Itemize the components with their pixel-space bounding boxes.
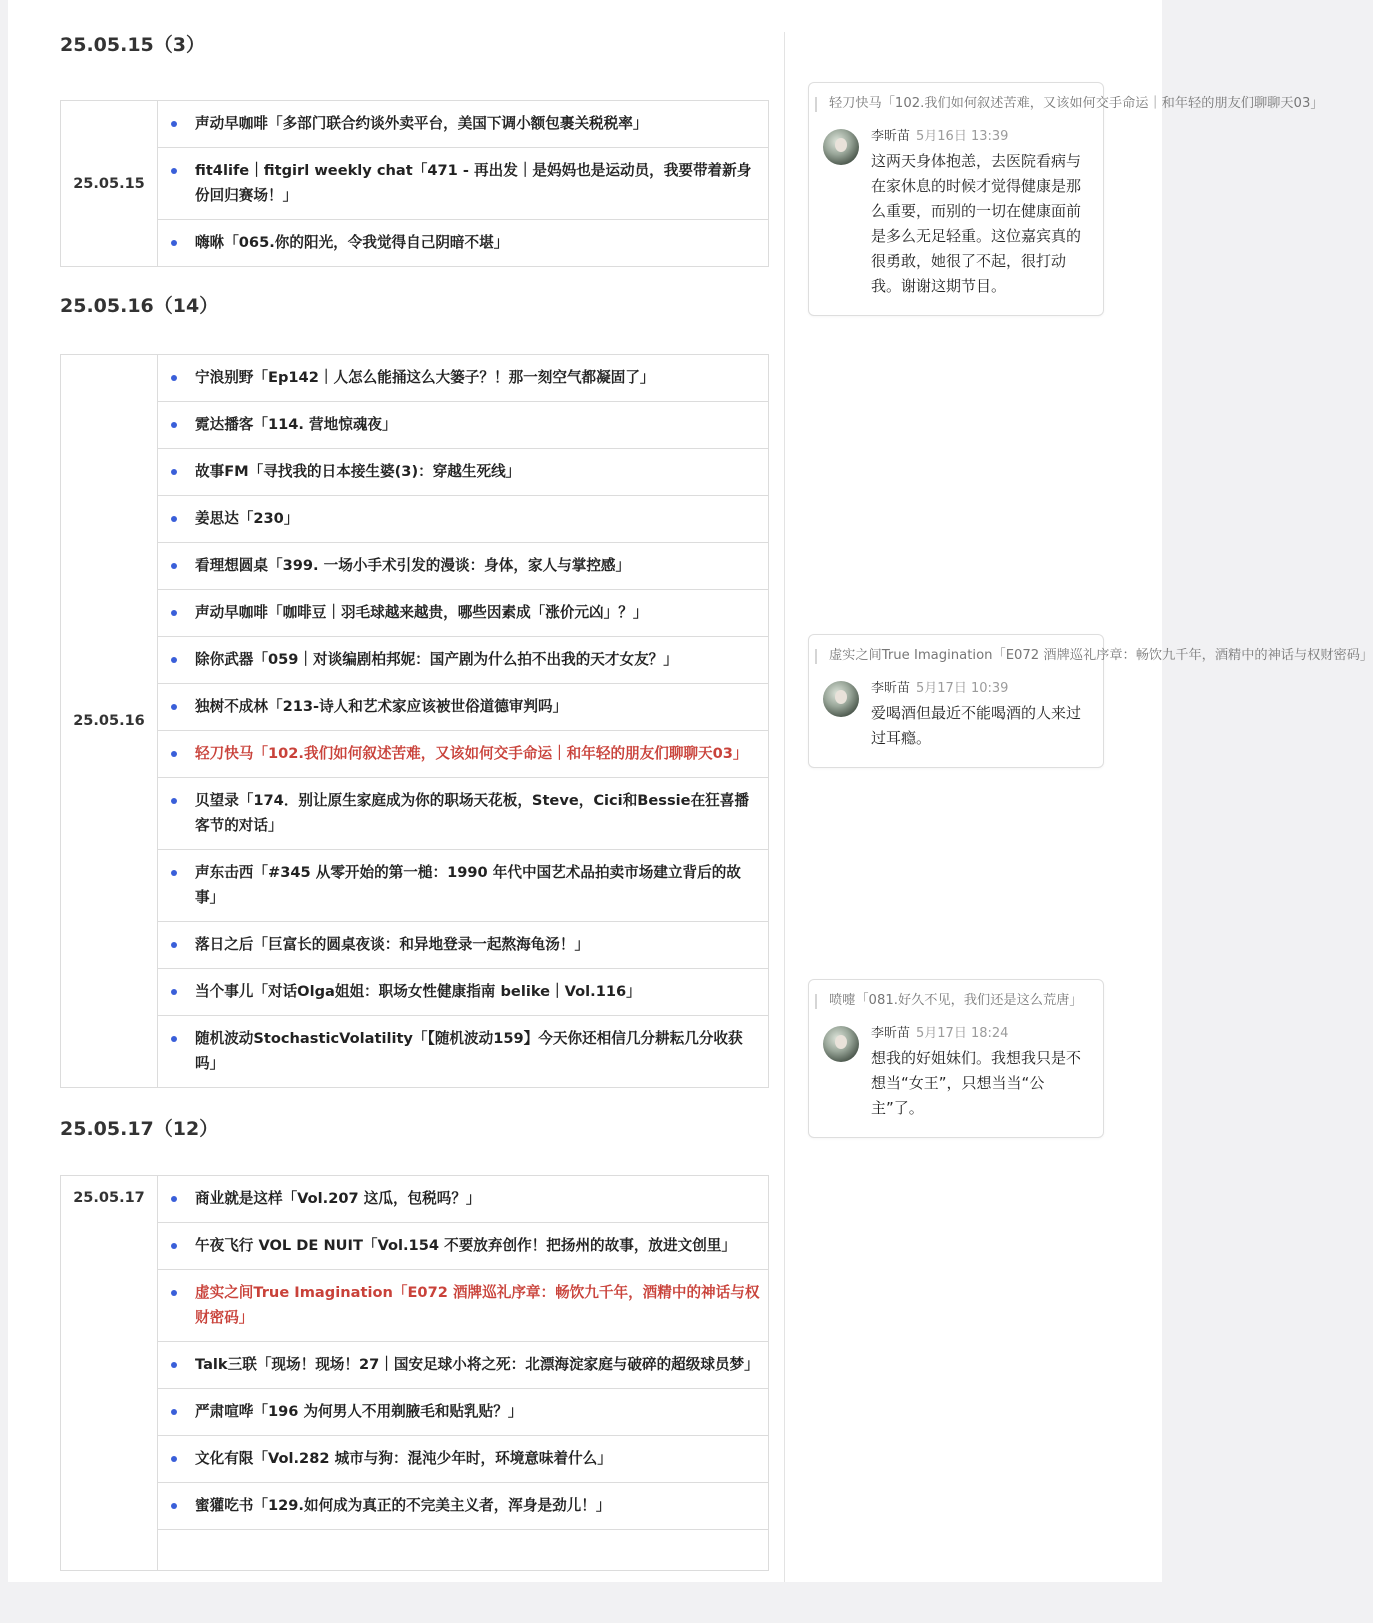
bullet-icon [171, 610, 177, 616]
bullet-icon [171, 989, 177, 995]
bullet-icon [171, 1409, 177, 1415]
comment-episode-title[interactable]: 虚实之间True Imagination「E072 酒牌巡礼序章：畅饮九千年，酒精中的神话与权财密码」 [809, 635, 1103, 675]
episode-item[interactable]: fit4life｜fitgirl weekly chat「471 - 再出发｜是妈妈也是运动员，我要带着新身份回归赛场！」 [158, 148, 768, 220]
quote-bar [815, 994, 817, 1009]
page [8, 0, 1373, 1582]
comment-episode-title[interactable]: 轻刀快马「102.我们如何叙述苦难，又该如何交手命运｜和年轻的朋友们聊聊天03」 [809, 83, 1103, 123]
comment-text: 这两天身体抱恙，去医院看病与在家休息的时候才觉得健康是那么重要，而别的一切在健康面前是多么无足轻重。这位嘉宾真的很勇敢，她很了不起，很打动我。谢谢这期节目。 [871, 152, 1082, 295]
bullet-icon [171, 1290, 177, 1296]
comment-user[interactable]: 李昕苗 [871, 681, 911, 696]
episode-item[interactable]: 独树不成林「213-诗人和艺术家应该被世俗道德审判吗」 [158, 684, 768, 731]
comment-card[interactable] [808, 979, 1104, 1138]
bullet-icon [171, 1196, 177, 1202]
date-heading: 25.05.16（14） [60, 295, 219, 317]
comment-time: 5月17日 18:24 [916, 1026, 1009, 1041]
comment-time: 5月16日 13:39 [916, 129, 1009, 144]
avatar[interactable] [823, 681, 859, 717]
episode-item[interactable]: 宁浪别野「Ep142｜人怎么能捅这么大篓子？！那一刻空气都凝固了」 [158, 355, 768, 402]
episode-item-highlighted[interactable]: 轻刀快马「102.我们如何叙述苦难，又该如何交手命运｜和年轻的朋友们聊聊天03」 [158, 731, 768, 778]
episode-item[interactable]: 故事FM「寻找我的日本接生婆(3)：穿越生死线」 [158, 449, 768, 496]
episode-item[interactable]: 姜思达「230」 [158, 496, 768, 543]
bullet-icon [171, 1036, 177, 1042]
comment-card[interactable] [808, 82, 1324, 316]
date-heading: 25.05.17（12） [60, 1118, 219, 1140]
episode-item[interactable]: Talk三联「现场！现场！27｜国安足球小将之死：北漂海淀家庭与破碎的超级球员梦」 [158, 1342, 768, 1389]
episode-item[interactable]: 霓达播客「114. 营地惊魂夜」 [158, 402, 768, 449]
episode-item[interactable]: 除你武器「059｜对谈编剧柏邦妮：国产剧为什么拍不出我的天才女友？」 [158, 637, 768, 684]
bullet-icon [171, 942, 177, 948]
episode-item[interactable]: 商业就是这样「Vol.207 这瓜，包税吗？」 [158, 1176, 768, 1223]
episode-item[interactable]: 当个事儿「对话Olga姐姐：职场女性健康指南 belike｜Vol.116」 [158, 969, 768, 1016]
bullet-icon [171, 516, 177, 522]
bullet-icon [171, 1456, 177, 1462]
comment-episode-title[interactable]: 喷嚏「081.好久不见，我们还是这么荒唐」 [809, 980, 1103, 1020]
bullet-icon [171, 1503, 177, 1509]
comment-user[interactable]: 李昕苗 [871, 129, 911, 144]
episode-item[interactable]: 蜜獾吃书「129.如何成为真正的不完美主义者，浑身是劲儿！」 [158, 1483, 768, 1530]
episode-item[interactable]: 声动早咖啡「咖啡豆｜羽毛球越来越贵，哪些因素成「涨价元凶」？」 [158, 590, 768, 637]
episode-item[interactable]: 落日之后「巨富长的圆桌夜谈：和异地登录一起熬海龟汤！」 [158, 922, 768, 969]
day-table [60, 354, 769, 1088]
bullet-icon [171, 657, 177, 663]
comment [809, 1020, 1103, 1137]
column-divider [784, 32, 785, 1582]
bullet-icon [171, 798, 177, 804]
day-table [60, 1175, 769, 1571]
date-heading: 25.05.15（3） [60, 34, 205, 56]
episode-list [60, 0, 777, 1571]
quote-bar [815, 97, 817, 112]
bullet-icon [171, 168, 177, 174]
bullet-icon [171, 563, 177, 569]
episode-item[interactable]: 声东击西「#345 从零开始的第一槌：1990 年代中国艺术品拍卖市场建立背后的故事」 [158, 850, 768, 922]
comment [809, 675, 1103, 767]
episode-item-highlighted[interactable]: 虚实之间True Imagination「E072 酒牌巡礼序章：畅饮九千年，酒精中的神话与权财密码」 [158, 1270, 768, 1342]
bullet-icon [171, 870, 177, 876]
comment [809, 123, 1103, 315]
bullet-icon [171, 422, 177, 428]
episode-item-empty [158, 1530, 768, 1570]
date-cell: 25.05.15 [61, 101, 158, 267]
date-cell: 25.05.16 [61, 355, 158, 1088]
bullet-icon [171, 751, 177, 757]
comment-text: 想我的好姐妹们。我想我只是不想当“女王”，只想当当“公主”了。 [871, 1049, 1082, 1117]
bullet-icon [171, 469, 177, 475]
date-cell: 25.05.17 [61, 1176, 158, 1571]
comment-time: 5月17日 10:39 [916, 681, 1009, 696]
bullet-icon [171, 1243, 177, 1249]
episode-item[interactable]: 声动早咖啡「多部门联合约谈外卖平台，美国下调小额包裹关税税率」 [158, 101, 768, 148]
episode-item[interactable]: 严肃喧哗「196 为何男人不用剃腋毛和贴乳贴？」 [158, 1389, 768, 1436]
episode-item[interactable]: 文化有限「Vol.282 城市与狗：混沌少年时，环境意味着什么」 [158, 1436, 768, 1483]
avatar[interactable] [823, 129, 859, 165]
bullet-icon [171, 240, 177, 246]
bullet-icon [171, 1362, 177, 1368]
avatar[interactable] [823, 1026, 859, 1062]
comment-card[interactable] [808, 634, 1373, 768]
bullet-icon [171, 375, 177, 381]
comment-text: 爱喝酒但最近不能喝酒的人来过过耳瘾。 [871, 704, 1082, 747]
episode-item[interactable]: 随机波动StochasticVolatility「【随机波动159】今天你还相信几分耕耘几分收获吗」 [158, 1016, 768, 1087]
episode-item[interactable]: 贝望录「174．别让原生家庭成为你的职场天花板，Steve，Cici和Bessie在狂喜播客节的对话」 [158, 778, 768, 850]
quote-bar [815, 649, 817, 664]
comment-user[interactable]: 李昕苗 [871, 1026, 911, 1041]
day-table [60, 100, 769, 267]
episode-item[interactable]: 看理想圆桌「399. 一场小手术引发的漫谈：身体，家人与掌控感」 [158, 543, 768, 590]
bullet-icon [171, 704, 177, 710]
bullet-icon [171, 121, 177, 127]
episode-item[interactable]: 嗨咻「065.你的阳光，令我觉得自己阴暗不堪」 [158, 220, 768, 266]
comments-sidebar [791, 0, 1373, 1582]
episode-item[interactable]: 午夜飞行 VOL DE NUIT「Vol.154 不要放弃创作！把扬州的故事，放进文创里」 [158, 1223, 768, 1270]
